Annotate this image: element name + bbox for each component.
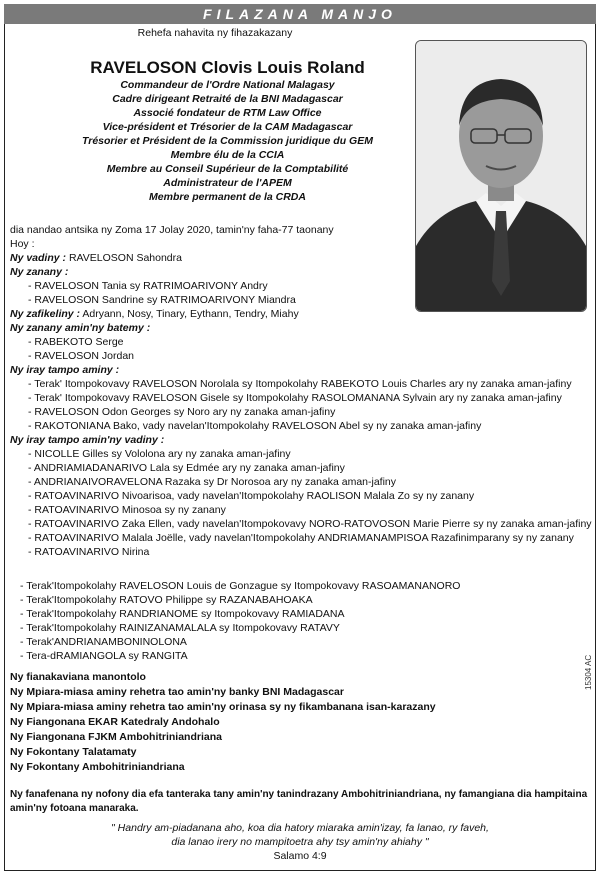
siblings-item: - RAKOTONIANA Bako, vady navelan'Itompokolahy RAVELOSON Abel sy ny zanaka aman-jafiny [28,420,482,432]
siblings-item: - Terak' Itompokovavy RAVELOSON Gisele sy Itompokolahy RASOLOMANANA Sylvain ary ny zanaka aman-jafiny [28,392,562,404]
portrait-photo [415,40,587,312]
title-item: Membre permanent de la CRDA [149,191,306,203]
children-item: - RAVELOSON Tania sy RATRIMOARIVONY Andry [28,280,268,292]
quote-reference: Salamo 4:9 [273,850,327,862]
spouse-siblings-label: Ny iray tampo amin'ny vadiny : [10,434,165,446]
mourners-line: Ny Mpiara-miasa aminy rehetra tao amin'ny orinasa sy ny fikambanana isan-karazany [10,701,436,713]
header-title: FILAZANA MANJO [203,6,397,22]
mourners-line: Ny Fokontany Talatamaty [10,746,137,758]
spouse-siblings-item: - RATOAVINARIVO Nirina [28,546,150,558]
grandchildren-line [10,308,299,321]
children-label: Ny zanany : [10,266,69,278]
title-item: Vice-président et Trésorier de la CAM Madagascar [102,121,353,133]
grandchildren-label: Ny zafikeliny : [10,308,81,320]
notice-header [4,4,596,24]
spouse-siblings-item: - ANDRIANAIVORAVELONA Razaka sy Dr Norosoa ary ny zanaka aman-jafiny [28,476,397,488]
descendants-item: - Terak'Itompokolahy RAINIZANAMALALA sy Itompokovavy RATAVY [20,622,340,634]
death-notice-text: dia nandao antsika ny Zoma 17 Jolay 2020, tamin'ny faha-77 taonany [10,224,334,236]
spouse-line [10,252,182,265]
spouse-value: RAVELOSON Sahondra [66,252,182,264]
children-item: - RAVELOSON Sandrine sy RATRIMOARIVONY Miandra [28,294,296,306]
title-item: Cadre dirigeant Retraité de la BNI Madagascar [112,93,343,105]
godchildren-label: Ny zanany amin'ny batemy : [10,322,151,334]
godchildren-item: - RABEKOTO Serge [28,336,124,348]
burial-text-line: amin'ny fotoana manaraka. [10,803,139,814]
descendants-item: - Tera-dRAMIANGOLA sy RANGITA [20,650,188,662]
burial-text-line: Ny fanafenana ny nofony dia efa tanteraka tany amin'ny tanindrazany Ambohitriniandriana, ny famangiana dia hampitaina [10,789,588,800]
title-item: Commandeur de l'Ordre National Malagasy [120,79,335,91]
title-item: Associé fondateur de RTM Law Office [133,107,322,119]
spouse-siblings-item: - ANDRIAMIADANARIVO Lala sy Edmée ary ny zanaka aman-jafiny [28,462,345,474]
title-item: Membre élu de la CCIA [170,149,285,161]
quote-line: " Handry am-piadanana aho, koa dia hatory miaraka amin'izay, fa lanao, ry faveh, [111,822,489,834]
intro-text: Rehefa nahavita ny fihazakazany [137,27,293,39]
ad-reference-code: 15304 AC [584,654,593,690]
godchildren-item: - RAVELOSON Jordan [28,350,135,362]
title-item: Administrateur de l'APEM [163,177,292,189]
descendants-item: - Terak'Itompokolahy RAVELOSON Louis de Gonzague sy Itompokovavy RASOAMANANORO [20,580,461,592]
spouse-siblings-item: - NICOLLE Gilles sy Vololona ary ny zanaka aman-jafiny [28,448,291,460]
spouse-siblings-item: - RATOAVINARIVO Minosoa sy ny zanany [28,504,226,516]
quote-line: dia lanao irery no mampitoetra ahy tsy amin'ny ahiahy " [171,836,429,848]
spouse-siblings-item: - RATOAVINARIVO Nivoarisoa, vady navelan'Itompokolahy RAOLISON Malala Zo sy ny zanany [28,490,475,502]
mourners-line: Ny Fokontany Ambohitriniandriana [10,761,185,773]
siblings-item: - Terak' Itompokovavy RAVELOSON Norolala sy Itompokolahy RABEKOTO Louis Charles ary ny zanaka aman-jafiny [28,378,572,390]
portrait-illustration [416,41,586,311]
mourners-line: Ny Mpiara-miasa aminy rehetra tao amin'ny banky BNI Madagascar [10,686,344,698]
siblings-item: - RAVELOSON Odon Georges sy Noro ary ny zanaka aman-jafiny [28,406,336,418]
descendants-item: - Terak'Itompokolahy RATOVO Philippe sy RAZANABAHOAKA [20,594,313,606]
siblings-label: Ny iray tampo aminy : [10,364,120,376]
descendants-item: - Terak'Itompokolahy RANDRIANOME sy Itompokovavy RAMIADANA [20,608,345,620]
spouse-label: Ny vadiny : [10,252,67,264]
descendants-item: - Terak'ANDRIANAMBONINOLONA [20,636,187,648]
mourners-line: Ny Fiangonana FJKM Ambohitriniandriana [10,731,222,743]
spouse-siblings-item: - RATOAVINARIVO Malala Joëlle, vady navelan'Itompokolahy ANDRIAMANAMPISOA Razafinimparany sy ny zanany [28,532,574,544]
spouse-siblings-item: - RATOAVINARIVO Zaka Ellen, vady navelan'Itompokovavy NORO-RATOVOSON Marie Pierre sy ny zanaka aman-jafiny [28,518,592,530]
hoy-label: Hoy : [10,238,35,250]
grandchildren-value: Adryann, Nosy, Tinary, Eythann, Tendry, Miahy [80,308,299,320]
mourners-line: Ny Fiangonana EKAR Katedraly Andohalo [10,716,220,728]
title-item: Trésorier et Président de la Commission juridique du GEM [82,135,373,147]
title-item: Membre au Conseil Supérieur de la Comptabilité [106,163,349,175]
mourners-line: Ny fianakaviana manontolo [10,671,146,683]
deceased-name: RAVELOSON Clovis Louis Roland [90,58,365,77]
